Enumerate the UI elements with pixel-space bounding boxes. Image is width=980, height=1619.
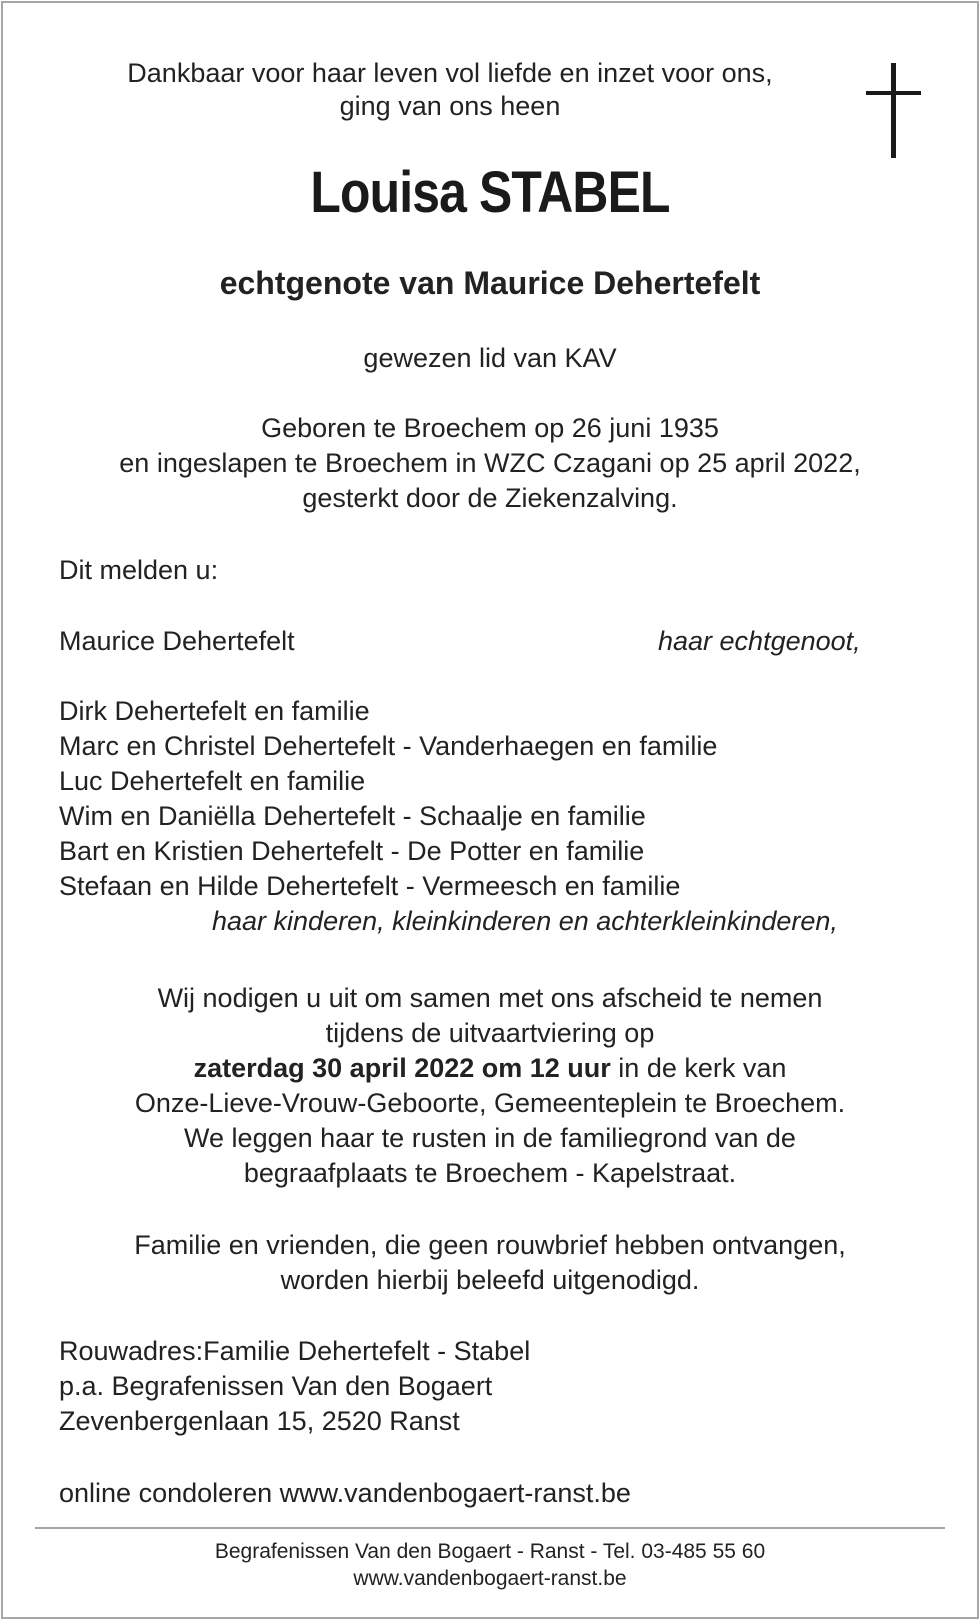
family-line: Marc en Christel Dehertefelt - Vanderhaegen en familie bbox=[59, 731, 718, 761]
family-line: Dirk Dehertefelt en familie bbox=[59, 696, 370, 726]
sacrament-line: gesterkt door de Ziekenzalving. bbox=[302, 483, 678, 513]
intro-line-1: Dankbaar voor haar leven vol liefde en inzet voor ons, bbox=[127, 58, 773, 88]
announce-label: Dit melden u: bbox=[59, 555, 219, 585]
footer-divider bbox=[35, 1527, 945, 1529]
friends-line-1: Familie en vrienden, die geen rouwbrief hebben ontvangen, bbox=[134, 1230, 846, 1260]
deceased-name: Louisa STABEL bbox=[310, 160, 670, 225]
footer-company: Begrafenissen Van den Bogaert - Ranst - Tel. 03-485 55 60 bbox=[214, 1540, 766, 1563]
invitation-line-5: We leggen haar te rusten in de familiegrond van de bbox=[184, 1123, 796, 1153]
death-line: en ingeslapen te Broechem in WZC Czagani op 25 april 2022, bbox=[119, 448, 861, 478]
funeral-location-start: in de kerk van bbox=[610, 1053, 787, 1083]
family-line: Stefaan en Hilde Dehertefelt - Vermeesch en familie bbox=[59, 871, 681, 901]
footer-website: www.vandenbogaert-ranst.be bbox=[353, 1567, 627, 1590]
friends-line-2: worden hierbij beleefd uitgenodigd. bbox=[280, 1265, 700, 1295]
invitation-line-1: Wij nodigen u uit om samen met ons afscheid te nemen bbox=[157, 983, 823, 1013]
invitation-date-line bbox=[0, 1051, 980, 1085]
birth-line: Geboren te Broechem op 26 juni 1935 bbox=[261, 413, 719, 443]
online-condolence: online condoleren www.vandenbogaert-ranst.be bbox=[59, 1478, 631, 1508]
family-relation: haar kinderen, kleinkinderen en achterkleinkinderen, bbox=[212, 906, 838, 936]
address-line: Rouwadres:Familie Dehertefelt - Stabel bbox=[59, 1336, 531, 1366]
spouse-entry-relation: haar echtgenoot, bbox=[658, 626, 861, 656]
address-line: p.a. Begrafenissen Van den Bogaert bbox=[59, 1371, 493, 1401]
spouse-entry-name: Maurice Dehertefelt bbox=[59, 626, 295, 656]
intro-line-2: ging van ons heen bbox=[339, 91, 561, 121]
family-line: Wim en Daniëlla Dehertefelt - Schaalje en familie bbox=[59, 801, 646, 831]
membership-line: gewezen lid van KAV bbox=[363, 343, 617, 373]
invitation-line-2: tijdens de uitvaartviering op bbox=[325, 1018, 655, 1048]
address-line: Zevenbergenlaan 15, 2520 Ranst bbox=[59, 1406, 460, 1436]
family-line: Luc Dehertefelt en familie bbox=[59, 766, 366, 796]
family-line: Bart en Kristien Dehertefelt - De Potter en familie bbox=[59, 836, 645, 866]
spouse-line: echtgenote van Maurice Dehertefelt bbox=[219, 265, 761, 301]
invitation-line-4: Onze-Lieve-Vrouw-Geboorte, Gemeenteplein te Broechem. bbox=[134, 1088, 846, 1118]
invitation-line-6: begraafplaats te Broechem - Kapelstraat. bbox=[243, 1158, 737, 1188]
funeral-date: zaterdag 30 april 2022 om 12 uur bbox=[193, 1053, 611, 1083]
